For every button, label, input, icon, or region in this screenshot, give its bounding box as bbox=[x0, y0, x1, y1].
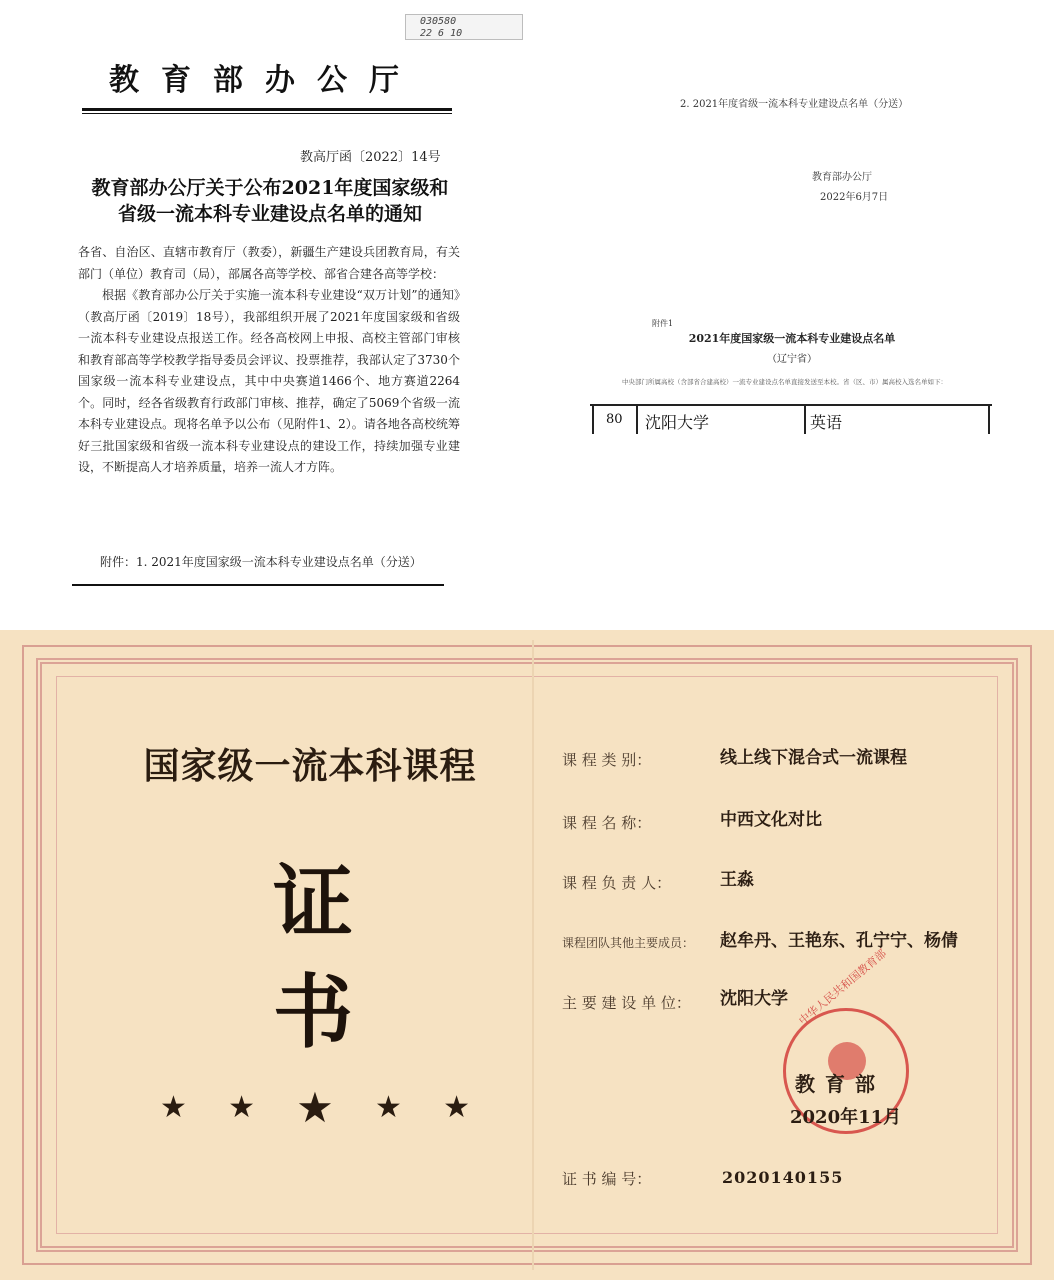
table-top-line bbox=[590, 404, 992, 406]
seal-text: 中华人民共和国教育部 bbox=[796, 946, 889, 1028]
field-label-unit: 主 要 建 设 单 位： bbox=[562, 994, 691, 1012]
list-note: 中央部门所属高校（含部省合建高校）一流专业建设点名单直接发送至本校。省（区、市）属高校入选名单如下： bbox=[622, 378, 947, 386]
field-label-category: 课 程 类 别： bbox=[562, 751, 652, 769]
field-label-team: 课程团队其他主要成员： bbox=[562, 936, 695, 950]
star-icon: ★ bbox=[160, 1090, 187, 1125]
notice-paragraph-salutation: 各省、自治区、直辖市教育厅（教委），新疆生产建设兵团教育局，有关部门（单位）教育司（局），部属各高等学校、部省合建各高等学校： bbox=[78, 245, 460, 281]
notice-paragraph-main: 根据《教育部办公厅关于实施一流本科专业建设“双万计划”的通知》（教高厅函〔2019〕18号），我部组织开展了2021年度国家级和省级一流本科专业建设点报送工作。经各高校网上申报、高校主管部门审核和教育部高等学校教学指导委员会评议、投票推荐，我部认定了3730个国家级一流本科专业建设点，其中中央赛道1466个、地方赛道2264个。同时，经各省级教育行政部门审核、推荐，确定了5069个省级一流本科专业建设点。现将名单予以公布（见附件1、2）。请各地各高校统筹好三批国家级和省级一流本科专业建设点的建设工作，持续加强专业建设，不断提高人才培养质量，培养一流人才方阵。 bbox=[78, 288, 460, 474]
notice-body bbox=[78, 242, 460, 479]
certificate-char-zheng: 证 bbox=[273, 855, 353, 949]
certificate-number: 2020140155 bbox=[722, 1168, 844, 1187]
attachment-line-2: 2. 2021年度省级一流本科专业建设点名单（分送） bbox=[680, 99, 909, 110]
field-value-unit: 沈阳大学 bbox=[720, 989, 788, 1009]
header-rule-thin bbox=[82, 113, 452, 114]
receipt-stamp-number: 030580 bbox=[420, 16, 457, 27]
signature-issuer: 教育部办公厅 bbox=[812, 172, 872, 183]
field-label-course-name: 课 程 名 称： bbox=[562, 814, 652, 832]
table-row-number: 80 bbox=[606, 412, 623, 427]
document-number: 教高厅函〔2022〕14号 bbox=[300, 150, 441, 165]
header-rule-thick bbox=[82, 108, 452, 111]
notice-title bbox=[78, 175, 462, 227]
receipt-stamp-date: 22 6 10 bbox=[420, 28, 463, 39]
certificate-title: 国家级一流本科课程 bbox=[143, 745, 477, 787]
list-title: 2021年度国家级一流本科专业建设点名单 bbox=[688, 332, 896, 345]
notice-title-line1: 教育部办公厅关于公布2021年度国家级和 bbox=[91, 177, 449, 199]
footer-rule bbox=[72, 584, 444, 586]
field-value-category: 线上线下混合式一流课程 bbox=[720, 748, 907, 768]
star-icon: ★ bbox=[374, 1090, 402, 1125]
list-subtitle: （辽宁省） bbox=[767, 354, 817, 365]
notice-title-line2: 省级一流本科专业建设点名单的通知 bbox=[117, 203, 422, 225]
table-col-line bbox=[804, 404, 806, 434]
table-col-line bbox=[988, 404, 990, 434]
table-major: 英语 bbox=[810, 413, 843, 432]
table-school: 沈阳大学 bbox=[645, 413, 710, 432]
list-attachment-label: 附件1 bbox=[652, 319, 674, 328]
receipt-stamp bbox=[405, 14, 523, 40]
field-value-course-lead: 王淼 bbox=[720, 870, 754, 890]
star-icon: ★ bbox=[228, 1090, 255, 1125]
field-value-team: 赵牟丹、王艳东、孔宁宁、杨倩 bbox=[720, 931, 958, 951]
field-label-course-lead: 课 程 负 责 人： bbox=[562, 874, 672, 892]
star-icon: ★ bbox=[443, 1090, 470, 1125]
field-value-course-name: 中西文化对比 bbox=[720, 810, 822, 830]
certificate-issue-date: 2020年11月 bbox=[790, 1107, 902, 1128]
signature-date: 2022年6月7日 bbox=[820, 192, 889, 203]
attachment-line-1: 附件：1. 2021年度国家级一流本科专业建设点名单（分送） bbox=[100, 555, 422, 569]
certificate-fold bbox=[532, 640, 534, 1270]
certificate-issuer: 教育部 bbox=[795, 1072, 885, 1096]
star-icon: ★ bbox=[296, 1083, 334, 1132]
stars-row bbox=[160, 1083, 470, 1132]
issuer-header: 教育部办公厅 bbox=[109, 63, 421, 98]
certificate-number-label: 证 书 编 号： bbox=[562, 1170, 652, 1188]
certificate-char-shu: 书 bbox=[273, 965, 353, 1059]
table-col-line bbox=[592, 404, 594, 434]
table-col-line bbox=[636, 404, 638, 434]
